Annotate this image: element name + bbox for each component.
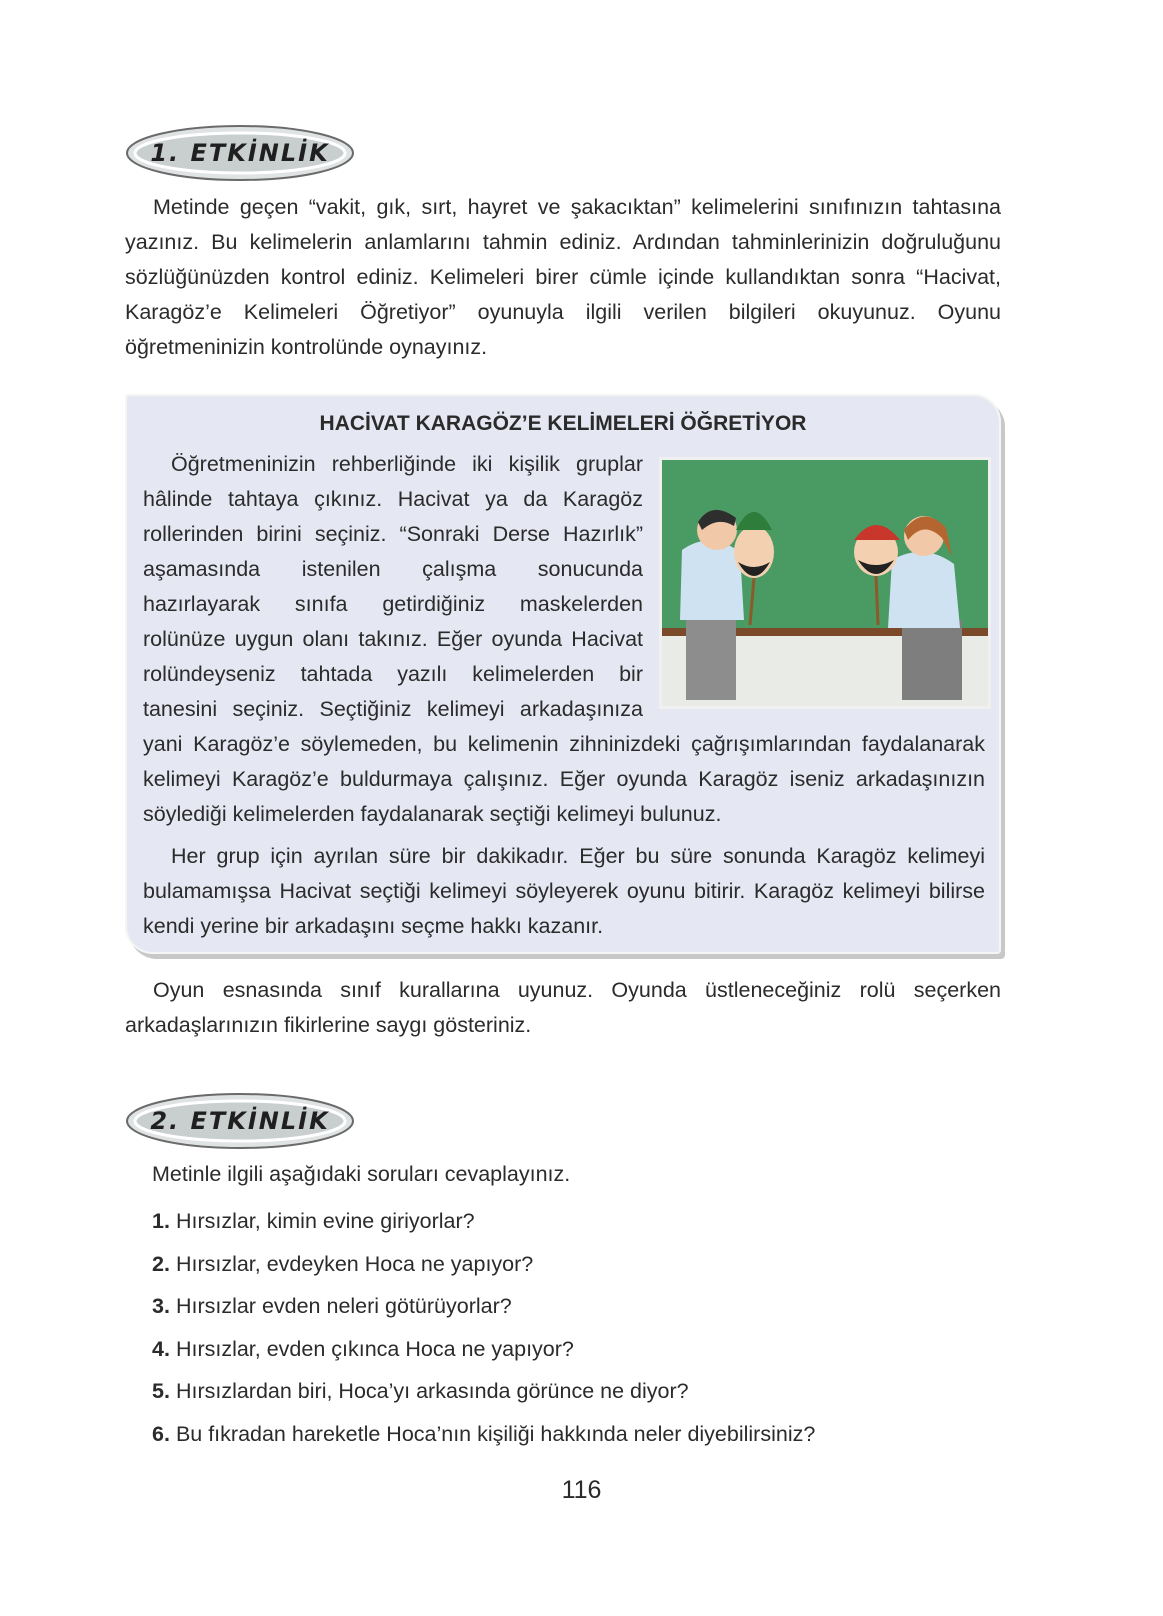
question-item: 5. Hırsızlardan biri, Hoca’yı arkasında görünce ne diyor?: [152, 1379, 689, 1403]
activity-2-intro: Metinle ilgili aşağıdaki soruları cevaplayınız.: [152, 1162, 571, 1186]
activity-1-intro: Metinde geçen “vakit, gık, sırt, hayret ve şakacıktan” kelimelerini sınıfınızın tahtasına yazınız. Bu kelimelerin anlamlarını tahmin ediniz. Ardından tahminlerinizin doğruluğunu sözlüğünüzden kontrol ediniz. Kelimeleri birer cümle içinde kullandıktan sonra “Hacivat, Karagöz’e Kelimeleri Öğretiyor” oyunuyla ilgili verilen bilgileri okuyunuz. Oyunu öğretmeninizin kontrolünde oynayınız.: [125, 195, 1001, 359]
question-list: [152, 1203, 815, 1458]
question-item: 4. Hırsızlar, evden çıkınca Hoca ne yapıyor?: [152, 1336, 574, 1361]
game-info-title: HACİVAT KARAGÖZ’E KELİMELERİ ÖĞRETİYOR: [319, 412, 807, 435]
activity-1-title: 1. ETKİNLİK: [150, 139, 330, 167]
image-float-spacer: [655, 447, 985, 704]
page-number: 116: [561, 1476, 602, 1504]
activity-1-badge: [125, 124, 355, 182]
game-info-paragraph-1: [143, 447, 985, 832]
question-item: 6. Bu fıkradan hareketle Hoca’nın kişiliği hakkında neler diyebilirsiniz?: [152, 1421, 816, 1446]
question-item: 2. Hırsızlar, evdeyken Hoca ne yapıyor?: [152, 1251, 534, 1276]
game-info-box: [125, 394, 1001, 954]
activity-1-outro: Oyun esnasında sınıf kurallarına uyunuz. Oyunda üstleneceğiniz rolü seçerken arkadaşlarınızın fikirlerine saygı gösteriniz.: [125, 978, 1001, 1037]
activity-2-badge: [125, 1092, 355, 1150]
activity-2-title: 2. ETKİNLİK: [150, 1107, 330, 1135]
game-info-paragraph-2: Her grup için ayrılan süre bir dakikadır. Eğer bu süre sonunda Karagöz kelimeyi bulamamışsa Hacivat seçtiği kelimeyi söyleyerek oyunu bitirir. Karagöz kelimeyi bilirse kendi yerine bir arkadaşını seçme hakkı kazanır.: [143, 844, 985, 938]
game-info-paragraph-1-text: Öğretmeninizin rehberliğinde iki kişilik gruplar hâlinde tahtaya çıkınız. Hacivat ya da Karagöz rollerinden birini seçiniz. “Sonraki Derse Hazırlık” aşamasında istenilen çalışma sonucunda hazırlayarak sınıfa getirdiğiniz maskelerden rolünüze uygun olanı takınız. Eğer oyunda Hacivat rolündeyseniz tahtada yazılı kelimelerden bir tanesini seçiniz. Seçtiğiniz kelimeyi arkadaşınıza yani Karagöz’e söylemeden, bu kelimenin zihninizdeki çağrışımlarından faydalanarak kelimeyi Karagöz’e buldurmaya çalışınız. Eğer oyunda Karagöz iseniz arkadaşınızın söylediği kelimelerden faydalanarak seçtiği kelimeyi bulunuz.: [143, 452, 985, 826]
question-item: 3. Hırsızlar evden neleri götürüyorlar?: [152, 1294, 512, 1318]
question-item: 1. Hırsızlar, kimin evine giriyorlar?: [152, 1209, 475, 1233]
